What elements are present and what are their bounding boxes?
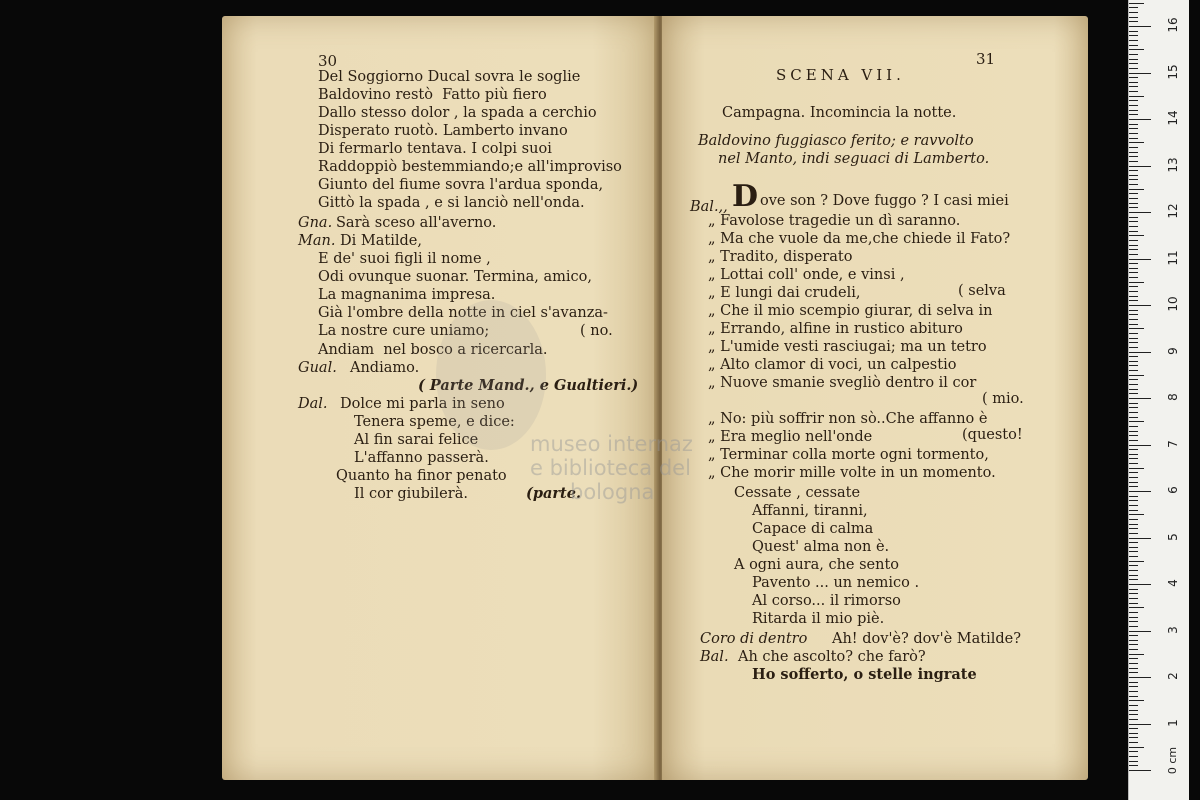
text-line: Dolce mi parla in seno	[340, 396, 505, 412]
ruler-tick	[1129, 640, 1138, 641]
ruler-number: 8	[1166, 393, 1180, 401]
ruler-tick	[1129, 598, 1138, 599]
ruler-tick	[1129, 282, 1144, 283]
scene-setting: Campagna. Incomincia la notte.	[722, 105, 957, 121]
ruler-tick	[1129, 654, 1144, 655]
ruler-number: 2	[1166, 672, 1180, 680]
text-line: Tenera speme, e dice:	[354, 414, 515, 430]
text-line: (questo!	[962, 427, 1023, 443]
text-line: Capace di calma	[752, 521, 874, 537]
text-line: Gittò la spada , e si lanciò nell'onda.	[318, 195, 585, 211]
text-line: Pavento ... un nemico .	[752, 575, 920, 591]
ruler-unit: 0 cm	[1166, 746, 1180, 775]
ruler-tick	[1129, 491, 1151, 492]
ruler-tick	[1129, 621, 1138, 622]
text-line: Cessate , cessate	[734, 485, 861, 501]
ruler-tick	[1129, 528, 1138, 529]
ruler-tick	[1129, 161, 1138, 162]
text-line: Raddoppiò bestemmiando;e all'improviso	[318, 159, 622, 175]
ruler-tick	[1129, 105, 1138, 106]
ruler-tick	[1129, 184, 1138, 185]
ruler-tick	[1129, 17, 1138, 18]
ruler-tick	[1129, 379, 1138, 380]
ruler-tick	[1129, 658, 1138, 659]
ruler-tick	[1129, 7, 1138, 8]
ruler-tick	[1129, 231, 1138, 232]
ruler-tick	[1129, 440, 1138, 441]
ruler-tick	[1129, 407, 1138, 408]
ruler-tick	[1129, 110, 1138, 111]
ruler-number: 4	[1166, 579, 1180, 587]
ruler-tick	[1129, 91, 1138, 92]
ruler-tick	[1129, 556, 1138, 557]
ruler-tick	[1129, 538, 1151, 539]
ruler-tick	[1129, 496, 1138, 497]
speaker-gna: Gna.	[298, 215, 333, 231]
ruler-tick	[1129, 73, 1151, 74]
ruler-tick	[1129, 468, 1144, 469]
stage-direction: nel Manto, indi seguaci di Lamberto.	[718, 151, 990, 167]
ruler-number: 7	[1166, 439, 1180, 448]
ruler-tick	[1129, 54, 1138, 55]
ruler-tick	[1129, 445, 1151, 446]
ruler-tick	[1129, 631, 1151, 632]
ruler-tick	[1129, 86, 1138, 87]
ruler-tick	[1129, 31, 1138, 32]
ruler-tick	[1129, 35, 1138, 36]
ruler-tick	[1129, 268, 1138, 269]
ruler-tick	[1129, 603, 1138, 604]
ruler-tick	[1129, 263, 1138, 264]
ruler-tick	[1129, 12, 1138, 13]
ruler-tick	[1129, 686, 1138, 687]
ruler-tick	[1129, 147, 1138, 148]
text-line: Quest' alma non è.	[752, 539, 890, 555]
ruler-number: 6	[1166, 486, 1180, 494]
ruler-tick	[1129, 584, 1151, 585]
text-line: Disperato ruotò. Lamberto invano	[318, 123, 568, 139]
ruler-tick	[1129, 403, 1138, 404]
ruler-tick	[1129, 82, 1138, 83]
watermark-line: bologna	[570, 480, 655, 504]
text-line: Ho sofferto, o stelle ingrate	[752, 666, 977, 683]
ruler-tick	[1129, 179, 1138, 180]
text-line: Di Matilde,	[340, 233, 422, 249]
ruler-tick	[1129, 124, 1138, 125]
watermark-line: museo internaz	[530, 432, 693, 456]
ruler-tick	[1129, 398, 1151, 399]
ruler-tick	[1129, 128, 1138, 129]
ruler-tick	[1129, 486, 1138, 487]
text-line: „ Ma che vuole da me,che chiede il Fato?	[708, 231, 1011, 247]
ruler-tick	[1129, 249, 1138, 250]
page-number-left: 30	[318, 52, 338, 70]
ruler-tick	[1129, 612, 1138, 613]
ruler-tick	[1129, 365, 1138, 366]
watermark-text	[530, 432, 693, 504]
watermark-line: e biblioteca del	[530, 456, 691, 480]
ruler-tick	[1129, 570, 1138, 571]
ruler-tick	[1129, 114, 1138, 115]
ruler-tick	[1129, 361, 1138, 362]
ruler-tick	[1129, 714, 1138, 715]
ruler-number: 13	[1166, 156, 1180, 173]
ruler-tick	[1129, 663, 1138, 664]
ruler-tick	[1129, 668, 1138, 669]
speaker-dal: Dal.	[298, 396, 328, 412]
text-line: „ Tradito, disperato	[708, 249, 853, 265]
ruler-tick	[1129, 356, 1138, 357]
ruler-tick	[1129, 328, 1144, 329]
ruler-tick	[1129, 189, 1144, 190]
ruler-tick	[1129, 505, 1138, 506]
ruler-tick	[1129, 310, 1138, 311]
ruler-tick	[1129, 617, 1138, 618]
text-line: Sarà sceso all'averno.	[336, 215, 497, 231]
ruler-tick	[1129, 724, 1151, 725]
text-line: ( mio.	[982, 391, 1024, 407]
ruler-number: 12	[1166, 203, 1180, 219]
ruler-tick	[1129, 142, 1144, 143]
ruler-number: 10	[1166, 296, 1180, 312]
ruler-number: 9	[1166, 346, 1180, 355]
ruler-tick	[1129, 677, 1151, 678]
ruler-tick	[1129, 40, 1138, 41]
ruler-tick	[1129, 286, 1138, 287]
ruler-tick	[1129, 696, 1138, 697]
text-line: Dallo stesso dolor , la spada a cerchio	[318, 105, 597, 121]
ruler-tick	[1129, 589, 1138, 590]
ruler-tick	[1129, 435, 1138, 436]
ruler-tick	[1129, 626, 1138, 627]
ruler-tick	[1129, 500, 1138, 501]
ruler-tick	[1129, 426, 1138, 427]
text-line: La nostre cure uniamo;	[318, 323, 490, 339]
ruler-tick	[1129, 561, 1144, 562]
ruler-tick	[1129, 719, 1138, 720]
ruler-tick	[1129, 514, 1144, 515]
text-line: Andiamo.	[350, 360, 420, 376]
text-line: Andiam nel bosco a ricercarla.	[318, 342, 548, 358]
ruler-tick	[1129, 458, 1138, 459]
text-line: Baldovino restò Fatto più fiero	[318, 87, 547, 103]
ruler-tick	[1129, 510, 1138, 511]
text-line: „ Favolose tragedie un dì saranno.	[708, 213, 961, 229]
ruler-tick	[1129, 221, 1138, 222]
ruler-tick	[1129, 170, 1138, 171]
ruler-tick	[1129, 207, 1138, 208]
ruler-tick	[1129, 338, 1138, 339]
ruler-tick	[1129, 193, 1138, 194]
ruler-tick	[1129, 245, 1138, 246]
speaker-man: Man.	[298, 233, 336, 249]
ruler-tick	[1129, 691, 1138, 692]
speaker-bal: Bal.	[700, 649, 729, 665]
ruler-tick	[1129, 747, 1144, 748]
text-line: ( selva	[958, 283, 1006, 299]
text-line: Giunto del fiume sovra l'ardua sponda,	[318, 177, 604, 193]
scene-title: SCENA VII.	[776, 66, 905, 84]
ruler-tick	[1129, 3, 1144, 4]
speaker-coro: Coro di dentro	[700, 631, 808, 647]
ruler-tick	[1129, 519, 1138, 520]
ruler-tick	[1129, 49, 1144, 50]
stage-direction: Baldovino fuggiasco ferito; e ravvolto	[698, 133, 974, 149]
text-line: Già l'ombre della notte in ciel s'avanza-	[318, 305, 608, 321]
ruler-tick	[1129, 761, 1138, 762]
ruler-number: 3	[1166, 625, 1180, 634]
ruler-tick	[1129, 45, 1138, 46]
page-number-right: 31	[976, 50, 996, 68]
watermark-logo	[436, 300, 546, 450]
ruler-tick	[1129, 21, 1138, 22]
ruler-tick	[1129, 203, 1138, 204]
ruler-tick	[1129, 296, 1138, 297]
ruler-tick	[1129, 710, 1138, 711]
ruler-number: 14	[1166, 110, 1180, 126]
ruler-tick	[1129, 635, 1138, 636]
text-line: E de' suoi figli il nome ,	[318, 251, 491, 267]
ruler-tick	[1129, 259, 1151, 260]
ruler-tick	[1129, 175, 1138, 176]
ruler-tick	[1129, 212, 1151, 213]
ruler-tick	[1129, 705, 1138, 706]
ruler-tick	[1129, 96, 1144, 97]
text-line: Quanto ha finor penato	[336, 468, 507, 484]
ruler-tick	[1129, 449, 1138, 450]
text-line: Ah che ascolto? che farò?	[738, 649, 926, 665]
ruler-tick	[1129, 119, 1151, 120]
ruler-tick	[1129, 217, 1138, 218]
ruler-tick	[1129, 393, 1138, 394]
ruler-tick	[1129, 751, 1138, 752]
text-line: „ Che il mio scempio giurar, di selva in	[708, 303, 993, 319]
ruler-tick	[1129, 272, 1138, 273]
ruler-tick	[1129, 63, 1138, 64]
ruler-tick	[1129, 389, 1138, 390]
text-line: Odi ovunque suonar. Termina, amico,	[318, 269, 593, 285]
text-line: „ Errando, alfine in rustico abituro	[708, 321, 963, 337]
ruler-tick	[1129, 421, 1144, 422]
ruler-number: 11	[1166, 249, 1180, 266]
text-line: Il cor giubilerà.	[354, 486, 468, 502]
ruler-tick	[1129, 412, 1138, 413]
ruler-tick	[1129, 728, 1138, 729]
ruler-tick	[1129, 333, 1138, 334]
ruler-tick	[1129, 756, 1138, 757]
ruler-tick	[1129, 314, 1138, 315]
speaker-gual: Gual.	[298, 360, 337, 376]
ruler-tick	[1129, 607, 1144, 608]
ruler-number: 5	[1166, 532, 1180, 541]
ruler-tick	[1129, 417, 1138, 418]
ruler-tick	[1129, 672, 1138, 673]
ruler-tick	[1129, 384, 1138, 385]
ruler-tick	[1129, 472, 1138, 473]
ruler-tick	[1129, 59, 1138, 60]
ruler-number: 15	[1166, 63, 1180, 80]
ruler-tick	[1129, 198, 1138, 199]
ruler-tick	[1129, 551, 1138, 552]
ruler-tick	[1129, 463, 1138, 464]
text-line: „ Era meglio nell'onde	[708, 429, 873, 445]
ruler-tick	[1129, 524, 1138, 525]
ruler-tick	[1129, 593, 1138, 594]
ruler-tick	[1129, 477, 1138, 478]
ruler-tick	[1129, 226, 1138, 227]
ruler-tick	[1129, 733, 1138, 734]
ruler-tick	[1129, 291, 1138, 292]
text-line: ove son ? Dove fuggo ? I casi miei	[760, 193, 1009, 209]
text-line: „ E lungi dai crudeli,	[708, 285, 861, 301]
ruler-tick	[1129, 649, 1138, 650]
ruler-tick	[1129, 166, 1151, 167]
text-line: „ L'umide vesti rasciugai; ma un tetro	[708, 339, 987, 355]
ruler-tick	[1129, 352, 1151, 353]
ruler-tick	[1129, 26, 1151, 27]
ruler-tick	[1129, 319, 1138, 320]
text-line: Al fin sarai felice	[354, 432, 479, 448]
ruler-tick	[1129, 347, 1138, 348]
measurement-ruler	[1128, 0, 1189, 800]
ruler-number: 16	[1166, 17, 1180, 33]
ruler-tick	[1129, 579, 1138, 580]
ruler-tick	[1129, 324, 1138, 325]
ruler-tick	[1129, 682, 1138, 683]
ruler-tick	[1129, 342, 1138, 343]
ruler-tick	[1129, 152, 1138, 153]
ruler-tick	[1129, 547, 1138, 548]
ruler-tick	[1129, 77, 1138, 78]
text-line: „ Terminar colla morte ogni tormento,	[708, 447, 989, 463]
text-line: Ah! dov'è? dov'è Matilde?	[832, 631, 1022, 647]
ruler-tick	[1129, 156, 1138, 157]
ruler-tick	[1129, 277, 1138, 278]
text-line: „ Alto clamor di voci, un calpestio	[708, 357, 957, 373]
open-book	[222, 16, 1088, 780]
ruler-tick	[1129, 765, 1138, 766]
ruler-tick	[1129, 737, 1138, 738]
ruler-tick	[1129, 644, 1138, 645]
ruler-tick	[1129, 370, 1138, 371]
ruler-tick	[1129, 454, 1138, 455]
ruler-tick	[1129, 700, 1144, 701]
text-line: Al corso... il rimorso	[752, 593, 901, 609]
ruler-tick	[1129, 482, 1138, 483]
text-line: A ogni aura, che sento	[734, 557, 900, 573]
ruler-tick	[1129, 770, 1151, 771]
ruler-tick	[1129, 742, 1138, 743]
text-line: „ Che morir mille volte in un momento.	[708, 465, 996, 481]
text-line: Affanni, tiranni,	[752, 503, 868, 519]
ruler-tick	[1129, 305, 1151, 306]
ruler-tick	[1129, 68, 1138, 69]
stage-direction: ( Parte Mand., e Gualtieri.)	[418, 377, 639, 394]
text-line: Ritarda il mio piè.	[752, 611, 885, 627]
text-line: „ Nuove smanie svegliò dentro il cor	[708, 375, 977, 391]
ruler-tick	[1129, 431, 1138, 432]
ruler-tick	[1129, 100, 1138, 101]
stage-direction: (parte.	[526, 485, 582, 502]
drop-cap: D	[732, 179, 759, 214]
ruler-tick	[1129, 300, 1138, 301]
ruler-tick	[1129, 235, 1144, 236]
text-line: Di fermarlo tentava. I colpi suoi	[318, 141, 552, 157]
ruler-tick	[1129, 565, 1138, 566]
text-line: „ No: più soffrir non sò..Che affanno è	[708, 411, 988, 427]
speaker-bal: Bal.,,	[690, 199, 728, 215]
ruler-number: 1	[1166, 718, 1180, 727]
text-line: ( no.	[580, 323, 613, 339]
ruler-tick	[1129, 575, 1138, 576]
ruler-tick	[1129, 542, 1138, 543]
ruler-tick	[1129, 533, 1138, 534]
text-line: Del Soggiorno Ducal sovra le soglie	[318, 69, 581, 85]
ruler-tick	[1129, 138, 1138, 139]
text-line: L'affanno passerà.	[354, 450, 489, 466]
ruler-tick	[1129, 254, 1138, 255]
text-line: „ Lottai coll' onde, e vinsi ,	[708, 267, 905, 283]
right-page	[662, 16, 1088, 780]
ruler-tick	[1129, 375, 1144, 376]
text-line: La magnanima impresa.	[318, 287, 496, 303]
ruler-tick	[1129, 133, 1138, 134]
ruler-tick	[1129, 240, 1138, 241]
